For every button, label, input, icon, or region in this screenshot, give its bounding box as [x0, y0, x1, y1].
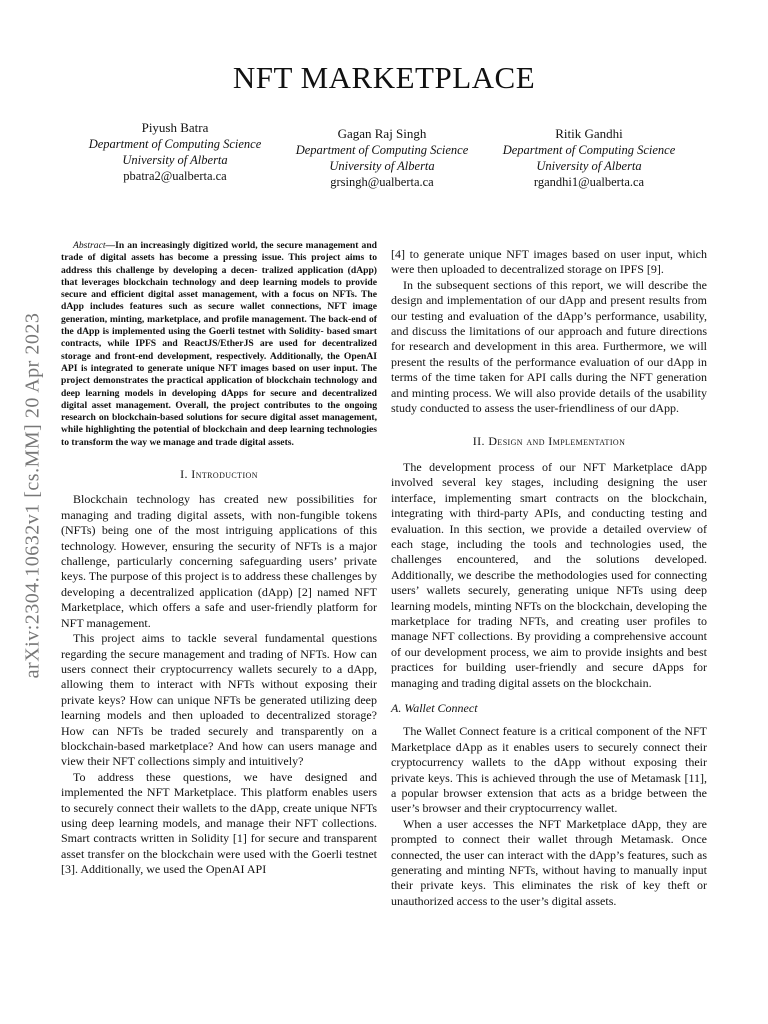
arxiv-identifier-text: arXiv:2304.10632v1 [cs.MM] 20 Apr 2023 — [21, 312, 44, 678]
right-column — [391, 247, 707, 909]
intro-paragraph-4: In the subsequent sections of this report, we will describe the design and implementation of our dApp and present results from our testing and evaluation of the dApp’s performance, usability, and discuss the limitations of our approach and future directions for research and development in this area. Furthermore, we will present the results of the performance evaluation of our dApp in terms of the time taken for API calls during the NFT generation and minting process. We will also provide details of the usability study conducted to assess the user-friendliness of our dApp. — [391, 277, 707, 416]
author-email: grsingh@ualberta.ca — [330, 175, 434, 189]
section-heading-introduction: I. Introduction — [180, 467, 258, 482]
abstract-text: —In an increasingly digitized world, the secure management and trade of digital assets has become a pressing issue. This project aims to address this challenge by developing a decen- tralized application (dApp) that leverages blockchain technology and deep learning models to provide secure and efficient digital asset management, with a focus on NFTs. The dApp includes features such as secure wallet connections, NFT image generation, minting, marketplace, and profile management. The back-end of the dApp is implemented using the Goerli testnet with Solidity- based smart contracts, while IPFS and ReactJS/EtherJS are used for decentralized storage and front-end development, respectively. Additionally, the OpenAI API is integrated to generate unique NFT images based on user input. The project demonstrates the practical application of blockchain technology and deep learning models in developing dApps for secure and decentralized digital asset management. Overall, the project contributes to the ongoing research on blockchain-based solutions for secure digital asset management, while highlighting the potential of blockchain and deep learning technologies to transform the way we manage and trade digital assets. — [61, 240, 377, 448]
subsection-heading-wallet-connect: A. Wallet Connect — [391, 700, 478, 715]
author-block-2 — [282, 126, 482, 190]
author-name: Gagan Raj Singh — [337, 126, 427, 141]
author-department: Department of Computing Science — [295, 143, 469, 157]
wallet-paragraph-2: When a user accesses the NFT Marketplace dApp, they are prompted to connect their wallet through Metamask. Once connected, the user can interact with the dApp’s features, such as generating and minting NFTs, without having to manually input their private keys. This eliminates the risk of key theft or unauthorized access to the user’s digital assets. — [391, 816, 707, 908]
left-column — [61, 240, 377, 878]
intro-paragraph-1: Blockchain technology has created new possibilities for managing and trading digital assets, with non-fungible tokens (NFTs) being one of the most intriguing applications of this technology. However, ensuring the security of NFTs is a major challenge, particularly concerning safeguarding users’ private keys. The purpose of this project is to address these challenges by developing a decentralized application (dApp) [2] named NFT Marketplace, which offers a safe and user-friendly platform for NFT management. — [61, 492, 377, 630]
intro-continuation-paragraph: [4] to generate unique NFT images based on user input, which were then uploaded to decentralized storage on IPFS [9]. — [391, 247, 707, 277]
author-university: University of Alberta — [536, 159, 642, 173]
intro-paragraph-2: This project aims to tackle several fundamental questions regarding the secure management and trading of NFTs. How can users connect their cryptocurrency wallets securely to a dApp, allowing them to interact with NFTs without exposing their private keys? How can unique NFTs be generated utilizing deep learning models and then uploaded to decentralized storage? How can NFTs be traded securely and transparently on a blockchain-based marketplace? And how can users manage and view their NFT collections simply and intuitively? — [61, 631, 377, 769]
wallet-paragraph-1: The Wallet Connect feature is a critical component of the NFT Marketplace dApp as it enables users to securely connect their cryptocurrency wallets to the dApp without exposing their private keys. This is achieved through the use of Metamask [11], a popular browser extension that acts as a bridge between the user’s browser and their cryptocurrency wallet. — [391, 724, 707, 816]
author-block-1 — [75, 120, 275, 184]
paper-title: NFT MARKETPLACE — [232, 60, 536, 95]
author-email: pbatra2@ualberta.ca — [123, 169, 227, 183]
author-name: Ritik Gandhi — [555, 126, 623, 141]
author-department: Department of Computing Science — [502, 143, 676, 157]
author-university: University of Alberta — [329, 159, 435, 173]
design-paragraph-1: The development process of our NFT Marketplace dApp involved several key stages, including designing the user interface, implementing smart contracts on the blockchain, integrating with third-party APIs, and conducting testing and evaluation. In this section, we provide a detailed overview of each stage, including the tools and technologies used, the challenges encountered, and the solutions developed. Additionally, we describe the methodologies used for connecting users’ wallets securely, generating unique NFTs using deep learning models, minting NFTs on the blockchain, developing the marketplace for trading NFTs, and creating user profiles to manage NFT collections. By providing a comprehensive account of our development process, we aim to provide insights and best practices for building user-friendly and secure dApps for managing and trading digital assets on the blockchain. — [391, 459, 707, 690]
author-name: Piyush Batra — [141, 120, 209, 135]
intro-paragraph-3: To address these questions, we have designed and implemented the NFT Marketplace. This platform enables users to securely connect their wallets to the dApp, create unique NFTs using deep learning models, and manage their NFT collections. Smart contracts written in Solidity [1] for secure and transparent asset transfer on the blockchain were used with the Goerli testnet [3]. Additionally, we used the OpenAI API — [61, 769, 377, 877]
author-department: Department of Computing Science — [88, 137, 262, 151]
author-email: rgandhi1@ualberta.ca — [533, 175, 645, 189]
abstract-label: Abstract — [73, 240, 106, 251]
section-heading-design: II. Design and Implementation — [472, 434, 626, 449]
abstract-paragraph — [61, 240, 377, 449]
author-university: University of Alberta — [122, 153, 228, 167]
author-block-3 — [489, 126, 689, 190]
arxiv-identifier-sidebar — [18, 260, 48, 730]
